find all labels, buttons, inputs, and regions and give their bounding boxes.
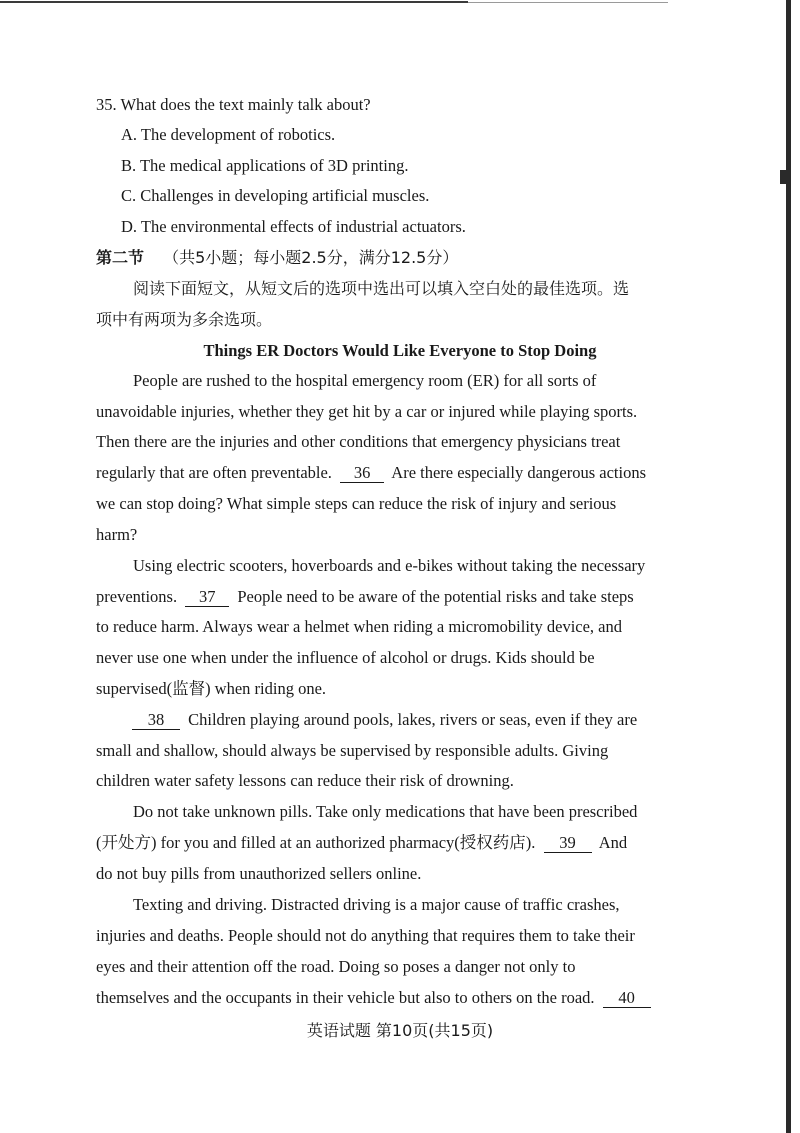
section-points: （共5小题；每小题2.5分，满分12.5分） xyxy=(163,248,459,267)
page-footer: 英语试题 第10页(共15页) xyxy=(306,1021,494,1040)
p5-line-3: eyes and their attention off the road. Doing so poses a danger not only to xyxy=(96,957,576,976)
blank-36[interactable]: 36 xyxy=(340,464,384,483)
p4-line-3: do not buy pills from unauthorized sellers online. xyxy=(96,864,422,883)
p2-line-2 xyxy=(96,586,634,608)
p3-line-1-text: Children playing around pools, lakes, rivers or seas, even if they are xyxy=(188,710,638,729)
binding-edge xyxy=(786,0,791,1133)
p5-line-2: injuries and deaths. People should not do anything that requires them to take their xyxy=(96,926,635,945)
option-a: A. The development of robotics. xyxy=(121,125,336,144)
p2-line-3: to reduce harm. Always wear a helmet when riding a micromobility device, and xyxy=(96,617,622,636)
p1-line-4-tail: Are there especially dangerous actions xyxy=(391,463,647,482)
passage-title: Things ER Doctors Would Like Everyone to Stop Doing xyxy=(203,341,597,360)
p5-line-1: Texting and driving. Distracted driving is a major cause of traffic crashes, xyxy=(133,895,620,914)
option-d: D. The environmental effects of industrial actuators. xyxy=(121,217,466,236)
binding-mark xyxy=(780,170,786,184)
p5-line-4 xyxy=(96,987,655,1009)
p3-line-3: children water safety lessons can reduce their risk of drowning. xyxy=(96,771,514,790)
p2-line-2-text: preventions. xyxy=(96,587,178,606)
option-b: B. The medical applications of 3D printing. xyxy=(121,156,409,175)
blank-38[interactable]: 38 xyxy=(132,711,180,730)
p2-line-2-tail: People need to be aware of the potential risks and take steps xyxy=(237,587,634,606)
p1-line-4-text: regularly that are often preventable. xyxy=(96,463,332,482)
p1-line-5: we can stop doing? What simple steps can reduce the risk of injury and serious xyxy=(96,494,617,513)
top-rule xyxy=(0,1,468,3)
p4-line-1: Do not take unknown pills. Take only medications that have been prescribed xyxy=(133,802,638,821)
section-header xyxy=(96,247,458,269)
blank-39[interactable]: 39 xyxy=(544,834,592,853)
instruction-line-2: 项中有两项为多余选项。 xyxy=(96,310,273,329)
p1-line-3: Then there are the injuries and other conditions that emergency physicians treat xyxy=(96,432,621,451)
p5-line-4-text: themselves and the occupants in their vehicle but also to others on the road. xyxy=(96,988,595,1007)
p2-line-5: supervised(监督) when riding one. xyxy=(96,679,327,698)
p4-line-2-text: (开处方) for you and filled at an authorized pharmacy(授权药店). xyxy=(96,833,536,852)
blank-37[interactable]: 37 xyxy=(185,588,229,607)
p4-line-2-tail: And xyxy=(598,833,628,852)
top-rule-extension xyxy=(468,2,668,3)
p3-line-2: small and shallow, should always be supervised by responsible adults. Giving xyxy=(96,741,609,760)
question-35-stem: 35. What does the text mainly talk about? xyxy=(96,95,371,114)
p1-line-4 xyxy=(96,462,646,484)
section-heading: 第二节 xyxy=(96,248,145,267)
instruction-line-1: 阅读下面短文，从短文后的选项中选出可以填入空白处的最佳选项。选 xyxy=(133,279,630,298)
p1-line-2: unavoidable injuries, whether they get hit by a car or injured while playing sports. xyxy=(96,402,638,421)
p3-line-1 xyxy=(132,709,637,731)
p4-line-2 xyxy=(96,832,627,854)
blank-40[interactable]: 40 xyxy=(603,989,651,1008)
p2-line-1: Using electric scooters, hoverboards and e-bikes without taking the necessary xyxy=(133,556,646,575)
p2-line-4: never use one when under the influence of alcohol or drugs. Kids should be xyxy=(96,648,595,667)
option-c: C. Challenges in developing artificial muscles. xyxy=(121,186,430,205)
p1-line-1: People are rushed to the hospital emergency room (ER) for all sorts of xyxy=(133,371,597,390)
p1-line-6: harm? xyxy=(96,525,138,544)
